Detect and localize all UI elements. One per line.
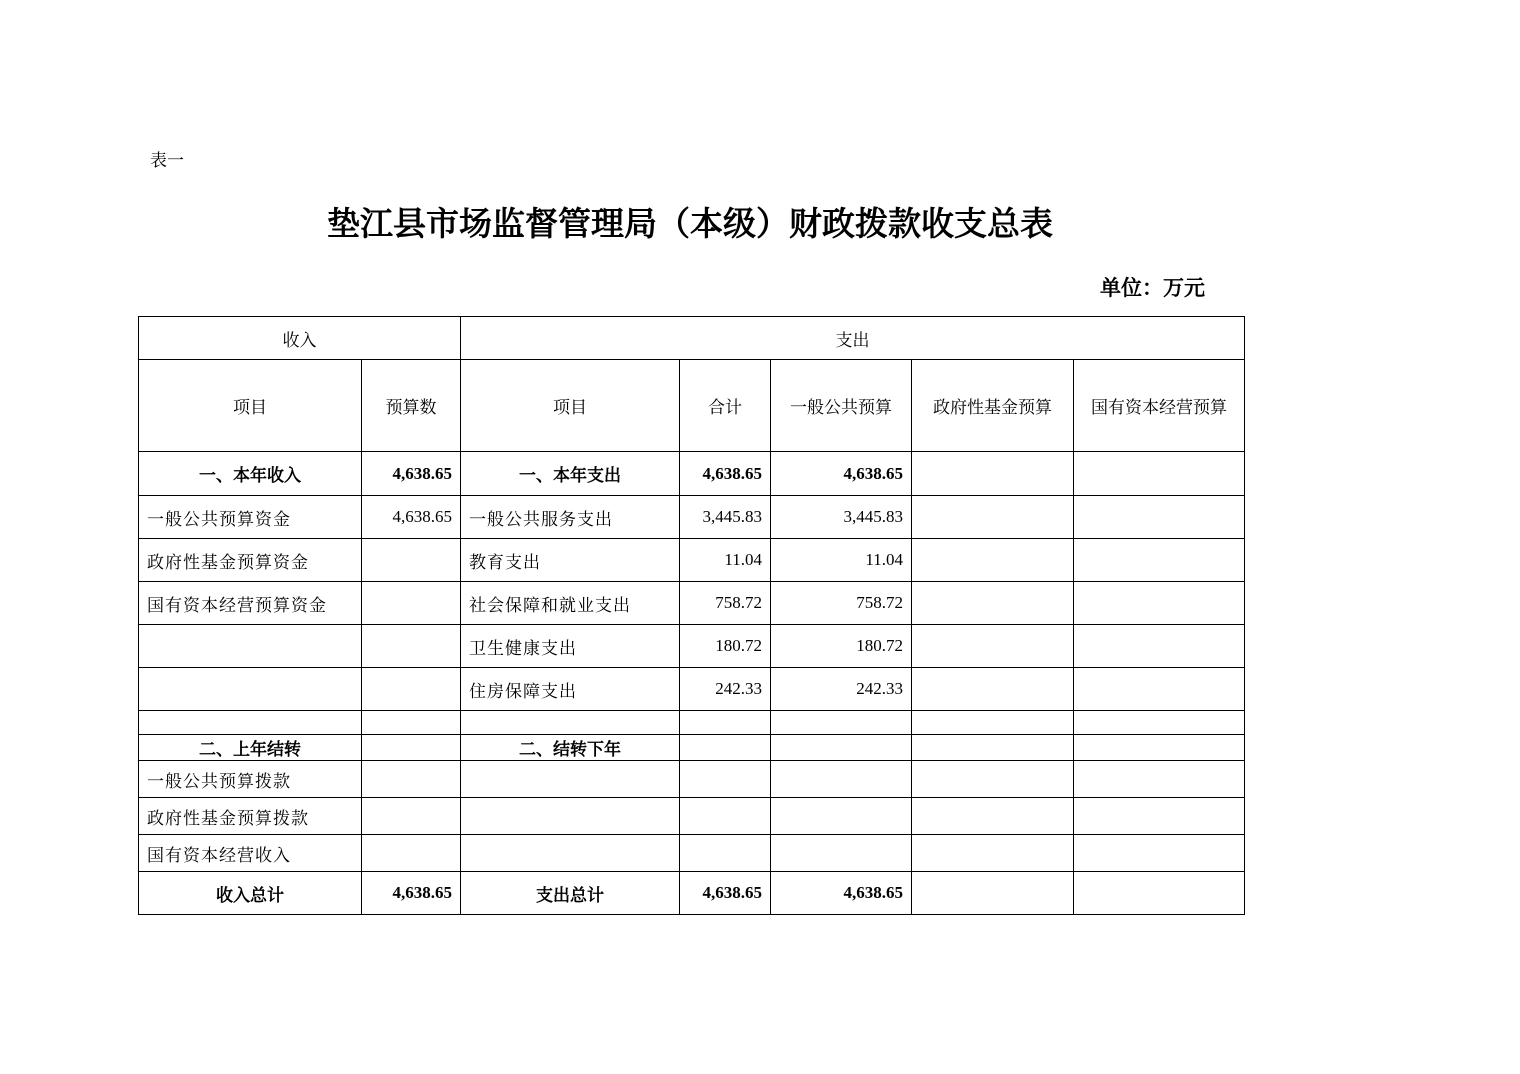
income-item: 国有资本经营收入 xyxy=(139,835,362,872)
expense-general-public xyxy=(771,835,912,872)
expense-gov-fund xyxy=(912,872,1074,915)
header-general-public: 一般公共预算 xyxy=(771,360,912,452)
header-total: 合计 xyxy=(680,360,771,452)
income-amount xyxy=(362,668,461,711)
table-label: 表一 xyxy=(150,151,184,171)
expense-state-capital xyxy=(1074,735,1245,761)
expense-item xyxy=(461,761,680,798)
expense-general-public xyxy=(771,798,912,835)
expense-general-public: 242.33 xyxy=(771,668,912,711)
expense-total: 11.04 xyxy=(680,539,771,582)
header-state-capital: 国有资本经营预算 xyxy=(1074,360,1245,452)
expense-item: 教育支出 xyxy=(461,539,680,582)
income-item: 二、上年结转 xyxy=(139,735,362,761)
expense-gov-fund xyxy=(912,625,1074,668)
table-row xyxy=(139,452,1245,496)
income-amount xyxy=(362,582,461,625)
income-amount xyxy=(362,735,461,761)
header-gov-fund: 政府性基金预算 xyxy=(912,360,1074,452)
table-row xyxy=(139,735,1245,761)
income-item xyxy=(139,625,362,668)
expense-state-capital xyxy=(1074,761,1245,798)
income-amount xyxy=(362,761,461,798)
expense-total xyxy=(680,711,771,735)
table-row xyxy=(139,798,1245,835)
expense-item xyxy=(461,711,680,735)
income-item: 一、本年收入 xyxy=(139,452,362,496)
table-row xyxy=(139,625,1245,668)
header-row-groups xyxy=(139,317,1245,360)
expense-general-public xyxy=(771,761,912,798)
expense-total: 3,445.83 xyxy=(680,496,771,539)
table-row xyxy=(139,711,1245,735)
expense-gov-fund xyxy=(912,452,1074,496)
expense-total: 4,638.65 xyxy=(680,452,771,496)
budget-table xyxy=(138,316,1245,915)
header-expense-item: 项目 xyxy=(461,360,680,452)
expense-state-capital xyxy=(1074,668,1245,711)
expense-general-public xyxy=(771,711,912,735)
income-amount xyxy=(362,625,461,668)
table-row xyxy=(139,835,1245,872)
table-row xyxy=(139,539,1245,582)
expense-gov-fund xyxy=(912,735,1074,761)
expense-general-public: 4,638.65 xyxy=(771,872,912,915)
income-amount: 4,638.65 xyxy=(362,872,461,915)
expense-state-capital xyxy=(1074,798,1245,835)
expense-gov-fund xyxy=(912,798,1074,835)
header-expense: 支出 xyxy=(461,317,1245,360)
expense-general-public xyxy=(771,735,912,761)
table-row xyxy=(139,872,1245,915)
expense-item xyxy=(461,798,680,835)
expense-item xyxy=(461,835,680,872)
income-amount: 4,638.65 xyxy=(362,496,461,539)
expense-total: 4,638.65 xyxy=(680,872,771,915)
expense-gov-fund xyxy=(912,539,1074,582)
income-item xyxy=(139,711,362,735)
income-amount xyxy=(362,539,461,582)
income-item: 收入总计 xyxy=(139,872,362,915)
expense-total: 242.33 xyxy=(680,668,771,711)
expense-state-capital xyxy=(1074,872,1245,915)
header-row-columns xyxy=(139,360,1245,452)
table-row xyxy=(139,761,1245,798)
expense-total xyxy=(680,735,771,761)
expense-item: 社会保障和就业支出 xyxy=(461,582,680,625)
income-item xyxy=(139,668,362,711)
income-amount: 4,638.65 xyxy=(362,452,461,496)
expense-total xyxy=(680,761,771,798)
expense-gov-fund xyxy=(912,835,1074,872)
expense-total xyxy=(680,798,771,835)
table-row xyxy=(139,496,1245,539)
header-income-item: 项目 xyxy=(139,360,362,452)
expense-state-capital xyxy=(1074,496,1245,539)
expense-gov-fund xyxy=(912,668,1074,711)
income-item: 政府性基金预算拨款 xyxy=(139,798,362,835)
income-amount xyxy=(362,835,461,872)
table-row xyxy=(139,668,1245,711)
income-item: 一般公共预算拨款 xyxy=(139,761,362,798)
header-income: 收入 xyxy=(139,317,461,360)
expense-item: 一般公共服务支出 xyxy=(461,496,680,539)
expense-state-capital xyxy=(1074,582,1245,625)
expense-item: 支出总计 xyxy=(461,872,680,915)
expense-general-public: 3,445.83 xyxy=(771,496,912,539)
expense-state-capital xyxy=(1074,625,1245,668)
expense-gov-fund xyxy=(912,496,1074,539)
expense-item: 一、本年支出 xyxy=(461,452,680,496)
expense-state-capital xyxy=(1074,452,1245,496)
expense-general-public: 11.04 xyxy=(771,539,912,582)
table-row xyxy=(139,582,1245,625)
expense-state-capital xyxy=(1074,539,1245,582)
expense-gov-fund xyxy=(912,761,1074,798)
expense-total: 180.72 xyxy=(680,625,771,668)
income-item: 国有资本经营预算资金 xyxy=(139,582,362,625)
expense-general-public: 758.72 xyxy=(771,582,912,625)
income-item: 一般公共预算资金 xyxy=(139,496,362,539)
expense-item: 二、结转下年 xyxy=(461,735,680,761)
header-budget-amount: 预算数 xyxy=(362,360,461,452)
expense-total: 758.72 xyxy=(680,582,771,625)
income-item: 政府性基金预算资金 xyxy=(139,539,362,582)
expense-general-public: 4,638.65 xyxy=(771,452,912,496)
expense-state-capital xyxy=(1074,711,1245,735)
expense-state-capital xyxy=(1074,835,1245,872)
expense-gov-fund xyxy=(912,711,1074,735)
income-amount xyxy=(362,798,461,835)
expense-general-public: 180.72 xyxy=(771,625,912,668)
expense-total xyxy=(680,835,771,872)
income-amount xyxy=(362,711,461,735)
page-title: 垫江县市场监督管理局（本级）财政拨款收支总表 xyxy=(327,204,1053,243)
unit-label: 单位：万元 xyxy=(1100,275,1205,300)
expense-item: 住房保障支出 xyxy=(461,668,680,711)
expense-gov-fund xyxy=(912,582,1074,625)
expense-item: 卫生健康支出 xyxy=(461,625,680,668)
